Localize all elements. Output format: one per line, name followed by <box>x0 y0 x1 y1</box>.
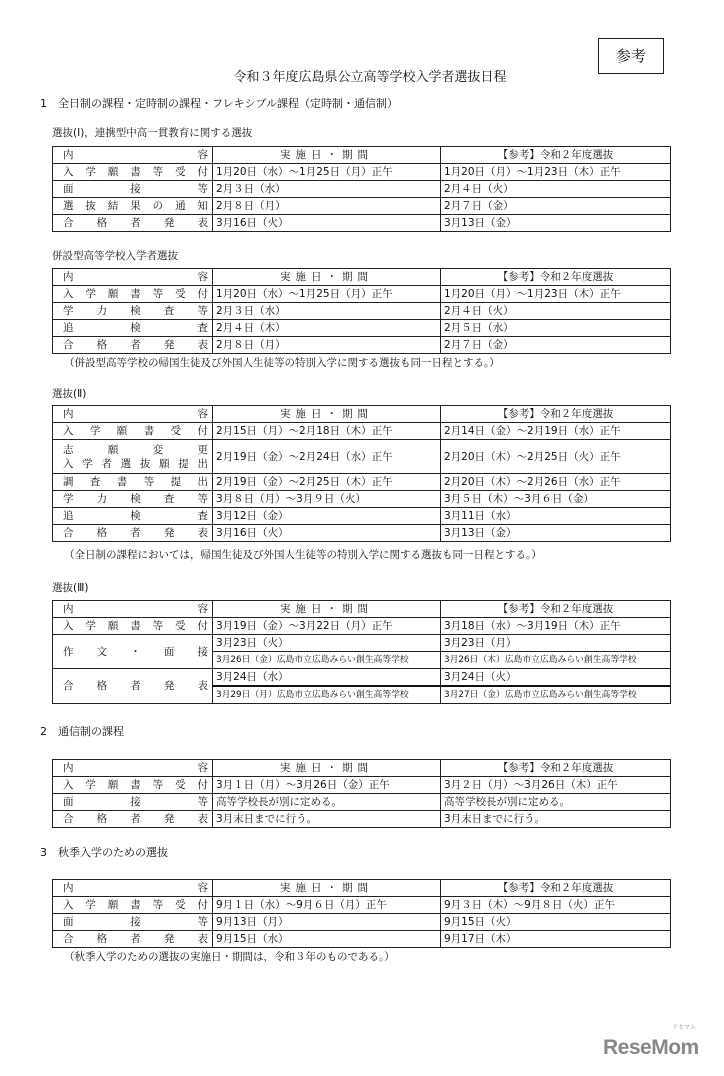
header-reference: 【参考】令和２年度選抜 <box>441 147 671 164</box>
row-current-date: 9月15日（水） <box>213 931 441 948</box>
row-item-label <box>53 440 213 474</box>
table-header-row <box>53 147 671 164</box>
row-item-label <box>53 669 213 704</box>
watermark-ruby: リセマム <box>672 1024 696 1031</box>
row-current-date: 9月13日（月） <box>213 914 441 931</box>
table-row <box>53 618 671 635</box>
row-item-label <box>53 337 213 354</box>
row-current-date: 3月末日までに行う。 <box>213 811 441 828</box>
row-current-date: 1月20日（水）～1月25日（月）正午 <box>213 286 441 303</box>
header-current: 実施日・期間 <box>213 269 441 286</box>
table-row <box>53 525 671 542</box>
schedule-table-autumn <box>52 879 671 948</box>
row-reference-date: 高等学校長が別に定める。 <box>441 794 671 811</box>
row-reference-date: 9月17日（木） <box>441 931 671 948</box>
row-current-date: 2月19日（金）～2月25日（木）正午 <box>213 474 441 491</box>
header-reference: 【参考】令和２年度選抜 <box>441 601 671 618</box>
row-current-date: 2月15日（月）～2月18日（木）正午 <box>213 423 441 440</box>
row-current-date: 3月23日（火） <box>213 635 441 652</box>
table-header-row <box>53 601 671 618</box>
header-current: 実施日・期間 <box>213 880 441 897</box>
table-row <box>53 914 671 931</box>
row-item-label <box>53 286 213 303</box>
row-current-date: 3月24日（水） <box>213 669 441 687</box>
row-current-date: 高等学校長が別に定める。 <box>213 794 441 811</box>
row-item-label <box>53 423 213 440</box>
row-item-text: 合格者発表 <box>63 933 208 945</box>
row-item-text: 合格者発表 <box>63 680 208 692</box>
row-current-date: 1月20日（水）～1月25日（月）正午 <box>213 164 441 181</box>
table-2-note: （併設型高等学校の帰国生徒及び外国人生徒等の特別入学に関する選抜も同一日程とする。） <box>64 357 500 369</box>
table-row <box>53 508 671 525</box>
table-row <box>53 931 671 948</box>
row-item-label <box>53 491 213 508</box>
header-reference: 【参考】令和２年度選抜 <box>441 880 671 897</box>
header-current: 実施日・期間 <box>213 406 441 423</box>
row-item-label <box>53 811 213 828</box>
row-reference-date: 9月３日（木）～9月８日（火）正午 <box>441 897 671 914</box>
header-item: 内容 <box>53 760 213 777</box>
row-current-date: 2月８日（月） <box>213 198 441 215</box>
row-item-label <box>53 303 213 320</box>
table-row <box>53 181 671 198</box>
header-item: 内容 <box>53 147 213 164</box>
row-current-date: 3月８日（月）～3月９日（火） <box>213 491 441 508</box>
row-item-text: 合格者発表 <box>63 527 208 539</box>
row-item-label <box>53 618 213 635</box>
row-item-text: 合格者発表 <box>63 813 208 825</box>
row-current-date: 3月19日（金）～3月22日（月）正午 <box>213 618 441 635</box>
row-item-label <box>53 198 213 215</box>
row-reference-date: 2月20日（木）～2月25日（火）正午 <box>441 440 671 474</box>
row-reference-date: 3月２日（月）～3月26日（木）正午 <box>441 777 671 794</box>
row-reference-date: 3月23日（月） <box>441 635 671 652</box>
row-current-date: 3月29日（月）広島市立広島みらい創生高等学校 <box>213 686 441 704</box>
table-3-note: （全日制の課程においては，帰国生徒及び外国人生徒等の特別入学に関する選抜も同一日程とする。） <box>64 549 542 561</box>
schedule-table-senbatsu-2 <box>52 405 671 542</box>
row-reference-date: 3月27日（金）広島市立広島みらい創生高等学校 <box>441 686 671 704</box>
row-item-label <box>53 794 213 811</box>
row-item-label <box>53 525 213 542</box>
row-reference-date: 2月20日（木）～2月26日（水）正午 <box>441 474 671 491</box>
header-item: 内容 <box>53 880 213 897</box>
header-item: 内容 <box>53 269 213 286</box>
header-reference: 【参考】令和２年度選抜 <box>441 760 671 777</box>
section-2-heading: 2 通信制の課程 <box>40 725 124 738</box>
row-item-text: 面接等 <box>63 183 208 195</box>
row-item-label <box>53 777 213 794</box>
row-current-date: 3月12日（金） <box>213 508 441 525</box>
header-current: 実施日・期間 <box>213 601 441 618</box>
table-row <box>53 337 671 354</box>
row-reference-date: 3月26日（木）広島市立広島みらい創生高等学校 <box>441 652 671 669</box>
table-row <box>53 474 671 491</box>
row-item-label <box>53 320 213 337</box>
row-reference-date: 3月５日（木）～3月６日（金） <box>441 491 671 508</box>
row-reference-date: 3月24日（火） <box>441 669 671 687</box>
row-item-label <box>53 635 213 669</box>
row-current-date: 2月３日（水） <box>213 303 441 320</box>
row-current-date: 2月８日（月） <box>213 337 441 354</box>
schedule-table-senbatsu-1 <box>52 146 671 232</box>
table-row <box>53 491 671 508</box>
row-item-label <box>53 508 213 525</box>
table-1-label: 選抜(Ⅰ)，連携型中高一貫教育に関する選抜 <box>52 127 253 139</box>
table-header-row <box>53 269 671 286</box>
row-item-text: 追検査 <box>63 322 208 334</box>
row-item-text: 調査書等提出 <box>63 476 208 488</box>
table-header-row <box>53 406 671 423</box>
table-header-row <box>53 760 671 777</box>
table-2-label: 併設型高等学校入学者選抜 <box>52 250 178 262</box>
table-row <box>53 320 671 337</box>
row-item-label <box>53 215 213 232</box>
row-reference-date: 1月20日（月）～1月23日（木）正午 <box>441 164 671 181</box>
row-reference-date: 3月13日（金） <box>441 215 671 232</box>
row-item-text: 選抜結果の通知 <box>63 200 208 212</box>
row-reference-date: 2月４日（火） <box>441 181 671 198</box>
schedule-table-heisetsu <box>52 268 671 354</box>
row-item-text: 合格者発表 <box>63 339 208 351</box>
table-6-note: （秋季入学のための選抜の実施日・期間は，令和３年のものである。） <box>64 951 395 963</box>
row-reference-date: 3月18日（水）～3月19日（木）正午 <box>441 618 671 635</box>
header-item: 内容 <box>53 601 213 618</box>
row-item-text: 入学者選抜願提出 <box>63 457 208 470</box>
row-current-date: 3月26日（金）広島市立広島みらい創生高等学校 <box>213 652 441 669</box>
row-reference-date: 3月末日までに行う。 <box>441 811 671 828</box>
row-reference-date: 2月７日（金） <box>441 337 671 354</box>
schedule-table-correspondence <box>52 759 671 828</box>
table-row <box>53 423 671 440</box>
row-reference-date: 3月11日（水） <box>441 508 671 525</box>
table-row <box>53 777 671 794</box>
header-reference: 【参考】令和２年度選抜 <box>441 406 671 423</box>
header-item: 内容 <box>53 406 213 423</box>
row-current-date: 3月16日（火） <box>213 215 441 232</box>
row-item-text: 入学願書等受付 <box>63 620 208 632</box>
row-item-label <box>53 897 213 914</box>
table-row <box>53 635 671 652</box>
row-item-text: 入学願書等受付 <box>63 779 208 791</box>
row-item-text: 入学願書等受付 <box>63 899 208 911</box>
row-item-text: 志願変更 <box>63 443 208 456</box>
row-current-date: 2月４日（木） <box>213 320 441 337</box>
row-item-label <box>53 931 213 948</box>
row-current-date: 3月16日（火） <box>213 525 441 542</box>
row-item-label <box>53 164 213 181</box>
table-row <box>53 811 671 828</box>
table-row <box>53 303 671 320</box>
row-reference-date: 9月15日（火） <box>441 914 671 931</box>
row-item-text: 学力検査等 <box>63 305 208 317</box>
row-item-text: 追検査 <box>63 510 208 522</box>
row-current-date: 2月19日（金）～2月24日（水）正午 <box>213 440 441 474</box>
section-3-heading: 3 秋季入学のための選抜 <box>40 846 168 859</box>
table-row <box>53 440 671 474</box>
row-reference-date: 2月４日（火） <box>441 303 671 320</box>
row-item-text: 面接等 <box>63 796 208 808</box>
header-current: 実施日・期間 <box>213 760 441 777</box>
reference-badge: 参考 <box>598 38 664 74</box>
table-4-label: 選抜(Ⅲ) <box>52 582 89 594</box>
header-reference: 【参考】令和２年度選抜 <box>441 269 671 286</box>
page-title: 令和３年度広島県公立高等学校入学者選抜日程 <box>233 70 507 85</box>
table-row <box>53 164 671 181</box>
table-header-row <box>53 880 671 897</box>
row-current-date: 9月１日（水）～9月６日（月）正午 <box>213 897 441 914</box>
row-item-text: 面接等 <box>63 916 208 928</box>
row-item-label <box>53 474 213 491</box>
section-1-heading: 1 全日制の課程・定時制の課程・フレキシブル課程（定時制・通信制） <box>40 97 399 110</box>
row-item-text: 入学願書等受付 <box>63 288 208 300</box>
row-reference-date: 2月５日（水） <box>441 320 671 337</box>
resemom-watermark-logo: ReseMom <box>603 1036 699 1059</box>
row-reference-date: 1月20日（月）～1月23日（木）正午 <box>441 286 671 303</box>
row-item-text: 作文・面接 <box>63 645 208 658</box>
table-row <box>53 794 671 811</box>
row-item-label <box>53 181 213 198</box>
row-item-text: 入学願書等受付 <box>63 166 208 178</box>
table-row <box>53 286 671 303</box>
table-3-label: 選抜(Ⅱ) <box>52 388 87 400</box>
row-item-label <box>53 914 213 931</box>
row-item-text: 入学願書受付 <box>63 425 208 437</box>
row-reference-date: 2月14日（金）～2月19日（水）正午 <box>441 423 671 440</box>
row-current-date: 2月３日（水） <box>213 181 441 198</box>
table-row <box>53 897 671 914</box>
table-row <box>53 198 671 215</box>
header-current: 実施日・期間 <box>213 147 441 164</box>
row-current-date: 3月１日（月）～3月26日（金）正午 <box>213 777 441 794</box>
table-row <box>53 215 671 232</box>
row-reference-date: 2月７日（金） <box>441 198 671 215</box>
row-reference-date: 3月13日（金） <box>441 525 671 542</box>
row-item-text: 合格者発表 <box>63 217 208 229</box>
table-row <box>53 669 671 687</box>
row-item-text: 学力検査等 <box>63 493 208 505</box>
schedule-table-senbatsu-3 <box>52 600 671 704</box>
